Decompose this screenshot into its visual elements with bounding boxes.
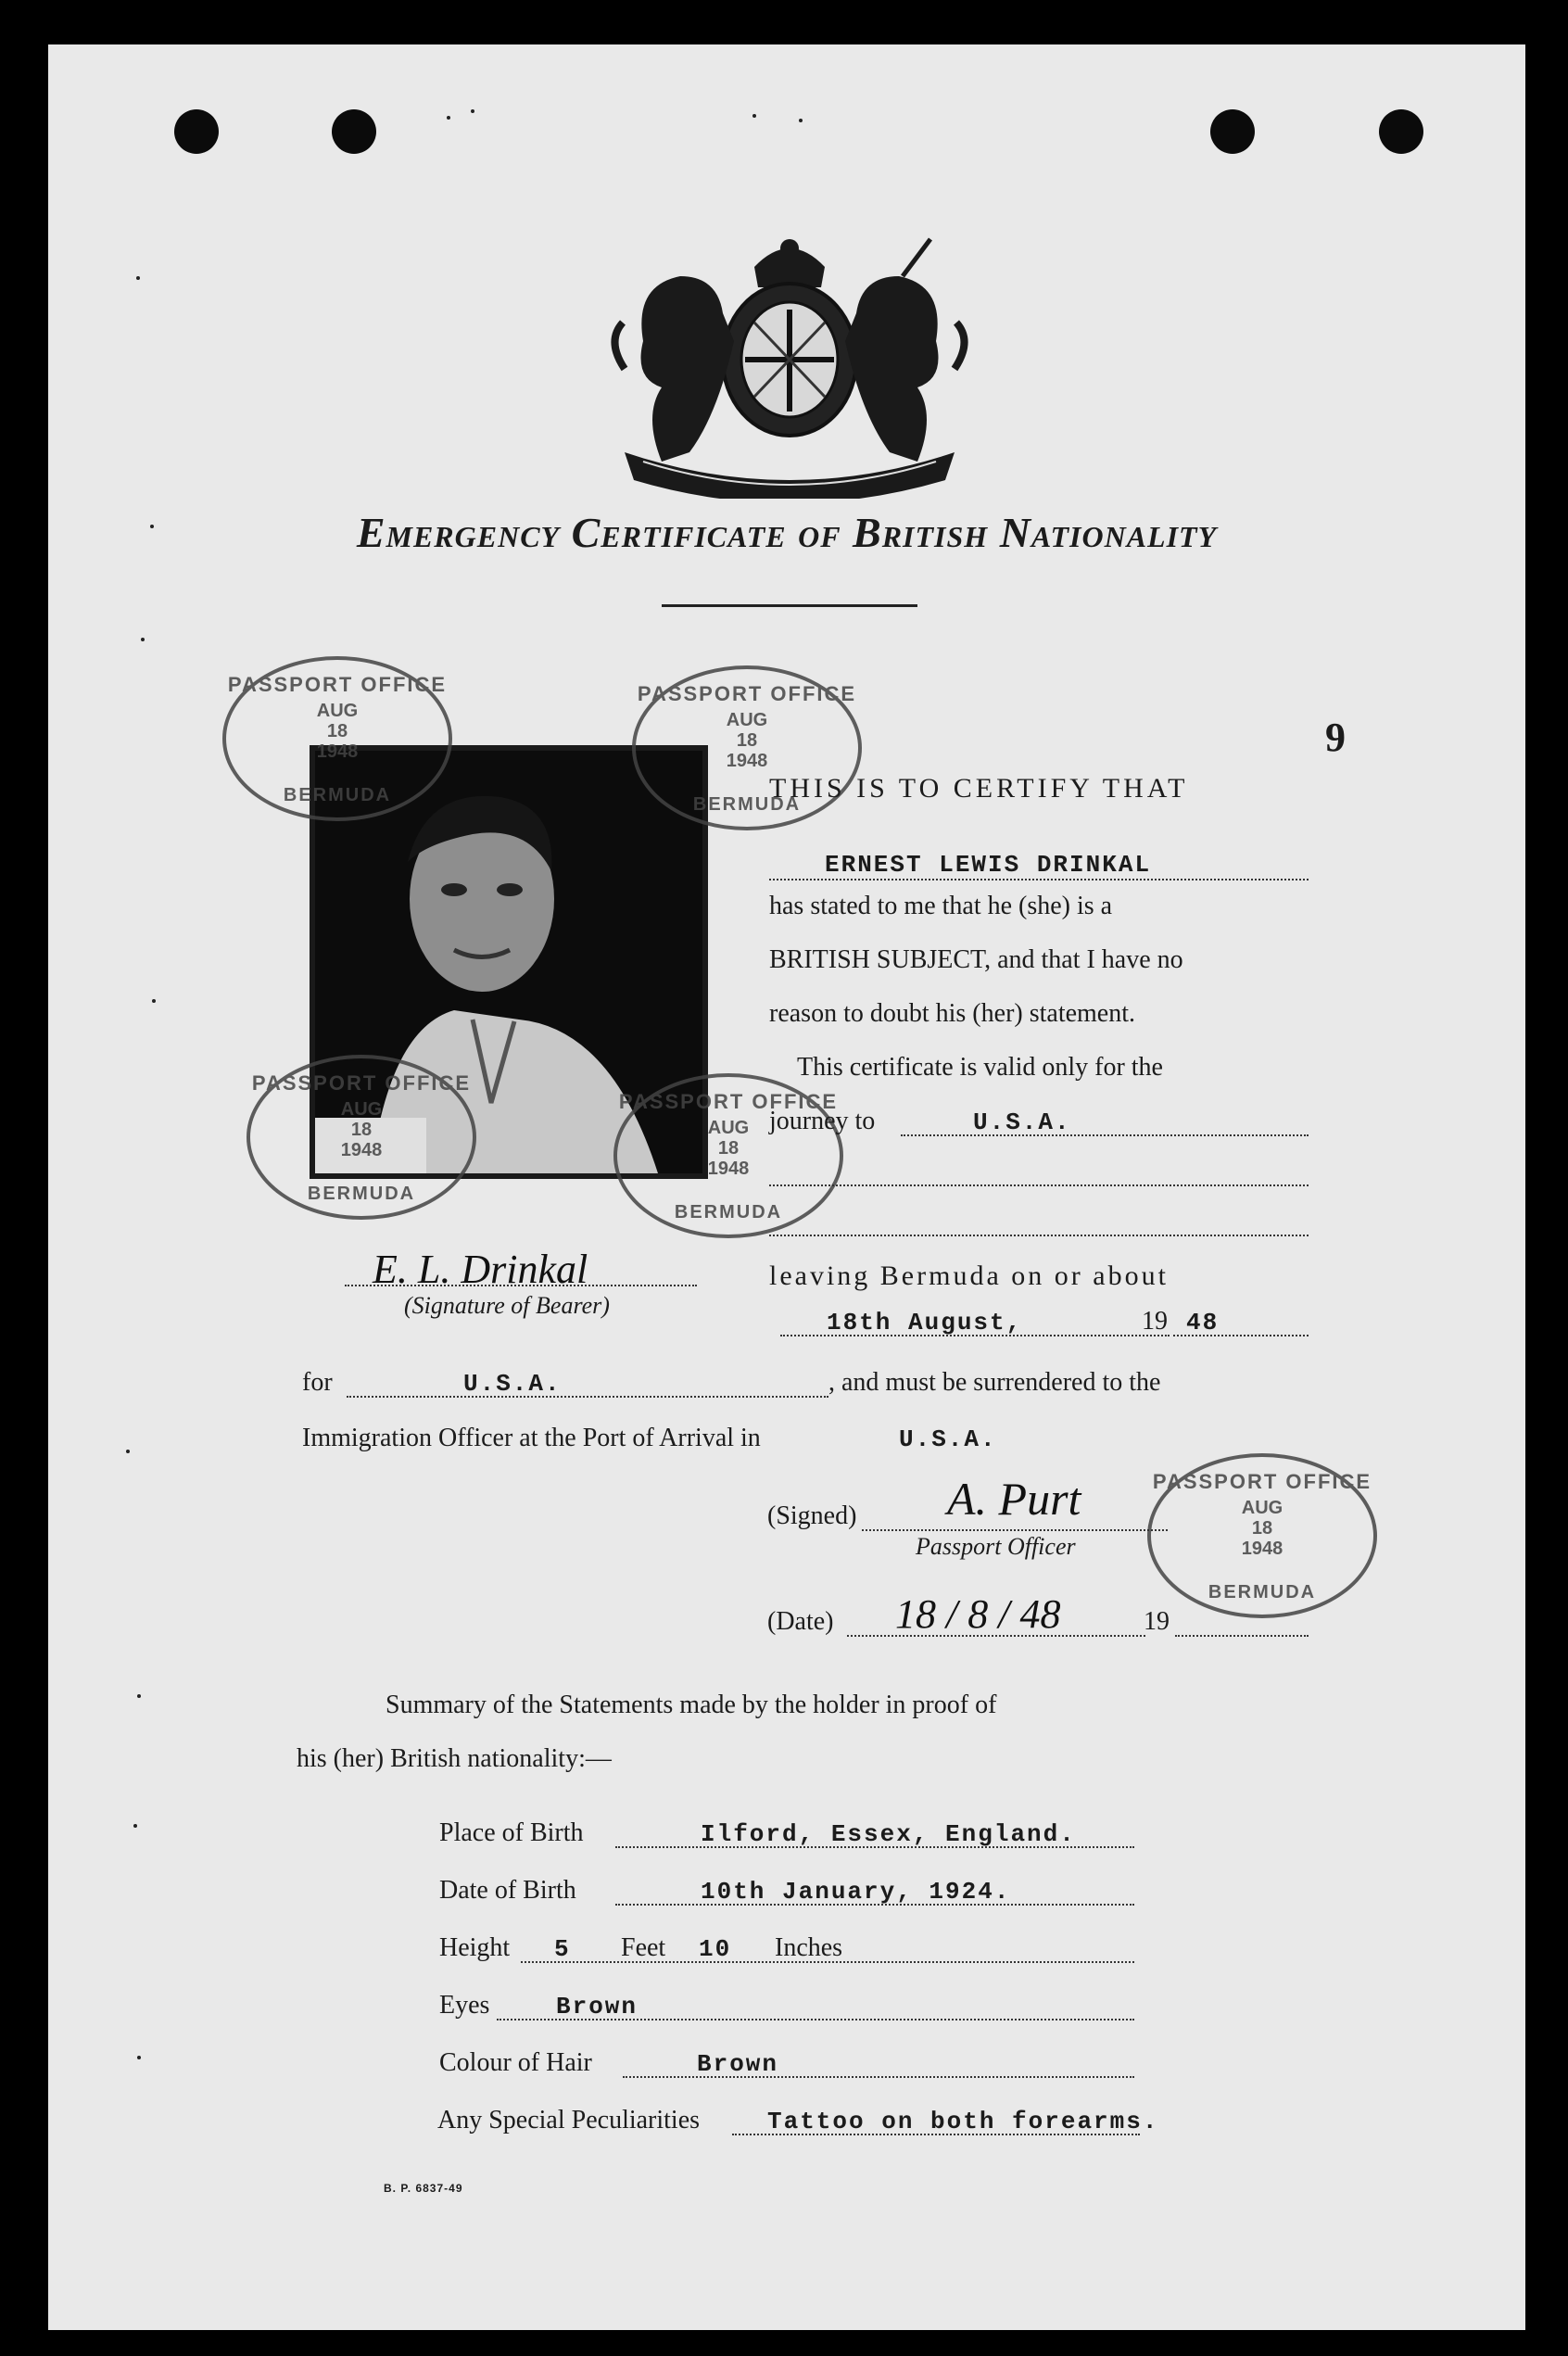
- hair-colour-label: Colour of Hair: [439, 2048, 592, 2077]
- passport-office-stamp: PASSPORT OFFICE AUG 18 1948 BERMUDA: [247, 1055, 476, 1220]
- punch-hole: [1379, 109, 1423, 154]
- form-code: B. P. 6837-49: [384, 2182, 463, 2195]
- summary-line-1: Summary of the Statements made by the holder in proof of: [386, 1691, 997, 1719]
- passport-office-stamp: PASSPORT OFFICE AUG 18 1948 BERMUDA: [222, 656, 452, 821]
- for-destination: U.S.A.: [463, 1370, 562, 1398]
- bearer-name: ERNEST LEWIS DRINKAL: [825, 851, 1152, 879]
- date-year-prefix: 19: [1144, 1607, 1170, 1636]
- arrival-port: U.S.A.: [899, 1425, 997, 1453]
- officer-signature: A. Purt: [947, 1473, 1081, 1525]
- peculiarities-value: Tattoo on both forearms.: [767, 2108, 1159, 2135]
- leaving-text: leaving Bermuda on or about: [769, 1260, 1169, 1291]
- bearer-signature: E. L. Drinkal: [373, 1247, 588, 1292]
- passport-office-stamp: PASSPORT OFFICE AUG 18 1948 BERMUDA: [632, 665, 862, 830]
- for-label: for: [302, 1368, 333, 1397]
- place-of-birth-value: Ilford, Essex, England.: [701, 1820, 1076, 1848]
- date-label: (Date): [767, 1607, 834, 1636]
- eyes-label: Eyes: [439, 1991, 490, 2020]
- statement-line-2: BRITISH SUBJECT, and that I have no: [769, 945, 1183, 974]
- royal-coat-of-arms: [606, 230, 973, 499]
- height-feet-value: 5: [554, 1935, 571, 1963]
- page-number: 9: [1325, 715, 1346, 760]
- arrival-text: Immigration Officer at the Port of Arrival in: [302, 1424, 761, 1452]
- date-of-birth-value: 10th January, 1924.: [701, 1878, 1011, 1906]
- passport-office-stamp: PASSPORT OFFICE AUG 18 1948 BERMUDA: [1147, 1453, 1377, 1618]
- date-of-birth-label: Date of Birth: [439, 1876, 576, 1905]
- surrender-text: , and must be surrendered to the: [828, 1368, 1161, 1397]
- journey-destination: U.S.A.: [973, 1108, 1071, 1136]
- punch-hole: [174, 109, 219, 154]
- place-of-birth-label: Place of Birth: [439, 1818, 584, 1847]
- punch-hole: [332, 109, 376, 154]
- peculiarities-label: Any Special Peculiarities: [437, 2106, 701, 2134]
- leaving-date: 18th August,: [827, 1309, 1023, 1336]
- eyes-value: Brown: [556, 1993, 639, 2020]
- hair-colour-value: Brown: [697, 2050, 779, 2078]
- date-value: 18 / 8 / 48: [895, 1591, 1061, 1637]
- inches-label: Inches: [775, 1933, 843, 1962]
- title-rule: [662, 604, 917, 607]
- punch-hole: [1210, 109, 1255, 154]
- officer-caption: Passport Officer: [916, 1533, 1076, 1560]
- statement-line-1: has stated to me that he (she) is a: [769, 892, 1113, 920]
- certify-heading: THIS IS TO CERTIFY THAT: [769, 773, 1189, 804]
- statement-line-4: This certificate is valid only for the: [797, 1053, 1163, 1082]
- statement-line-3: reason to doubt his (her) statement.: [769, 999, 1136, 1028]
- leaving-year: 48: [1186, 1309, 1220, 1336]
- feet-label: Feet: [621, 1933, 666, 1962]
- journey-label: journey to: [769, 1107, 876, 1135]
- summary-line-2: his (her) British nationality:—: [297, 1744, 612, 1773]
- signed-label: (Signed): [767, 1501, 857, 1530]
- passport-office-stamp: PASSPORT OFFICE AUG 18 1948 BERMUDA: [613, 1073, 843, 1238]
- page-title: Emergency Certificate of British Nationality: [356, 509, 1218, 556]
- certificate-page: [48, 44, 1525, 2330]
- leaving-year-prefix: 19: [1142, 1307, 1168, 1336]
- height-label: Height: [439, 1933, 511, 1962]
- bearer-signature-caption: (Signature of Bearer): [404, 1292, 610, 1319]
- height-inches-value: 10: [699, 1935, 732, 1963]
